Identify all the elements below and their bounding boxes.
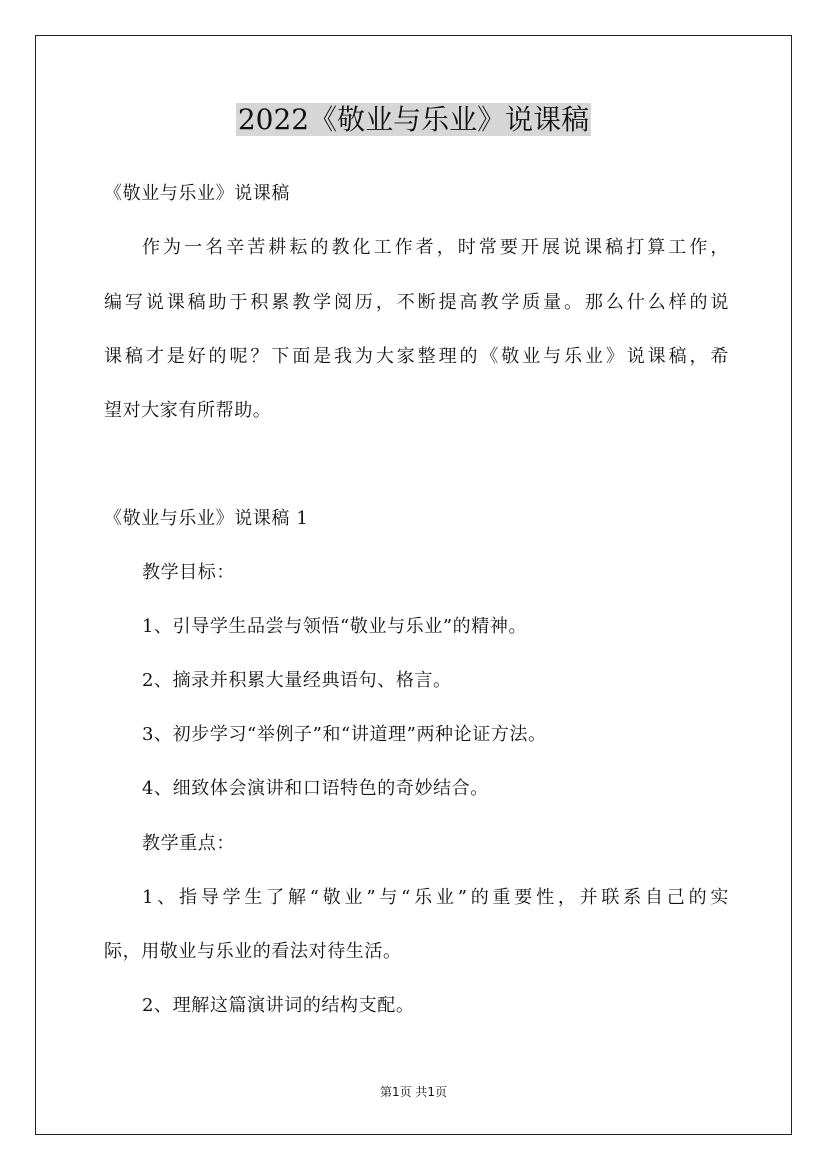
list-item: 1、指导学生了解“敬业”与“乐业”的重要性，并联系自己的实 xyxy=(142,887,729,908)
list-item: 2、摘录并积累大量经典语句、格言。 xyxy=(142,670,452,691)
list-item: 2、理解这篇演讲词的结构支配。 xyxy=(142,995,415,1016)
subheading-teaching-focus: 教学重点： xyxy=(142,833,235,854)
list-item: 1、引导学生品尝与领悟“敬业与乐业”的精神。 xyxy=(142,616,528,637)
document-title xyxy=(0,100,827,140)
list-item-continuation: 际，用敬业与乐业的看法对待生活。 xyxy=(104,941,402,962)
paragraph-line: 作为一名辛苦耕耘的教化工作者，时常要开展说课稿打算工作， xyxy=(142,237,729,258)
list-item: 3、初步学习“举例子”和“讲道理”两种论证方法。 xyxy=(142,724,547,745)
page-number: 第1页 共1页 xyxy=(379,1085,448,1099)
paragraph-line: 编写说课稿助于积累教学阅历，不断提高教学质量。那么什么样的说 xyxy=(104,292,729,313)
section-heading: 《敬业与乐业》说课稿 1 xyxy=(104,508,309,529)
paragraph-line: 课稿才是好的呢？下面是我为大家整理的《敬业与乐业》说课稿，希 xyxy=(104,346,729,367)
list-item: 4、细致体会演讲和口语特色的奇妙结合。 xyxy=(142,778,489,799)
subheading-teaching-goals: 教学目标： xyxy=(142,562,235,583)
document-subtitle: 《敬业与乐业》说课稿 xyxy=(104,183,290,204)
paragraph-line: 望对大家有所帮助。 xyxy=(104,400,272,421)
document-title-text: 2022《敬业与乐业》说课稿 xyxy=(237,103,590,136)
